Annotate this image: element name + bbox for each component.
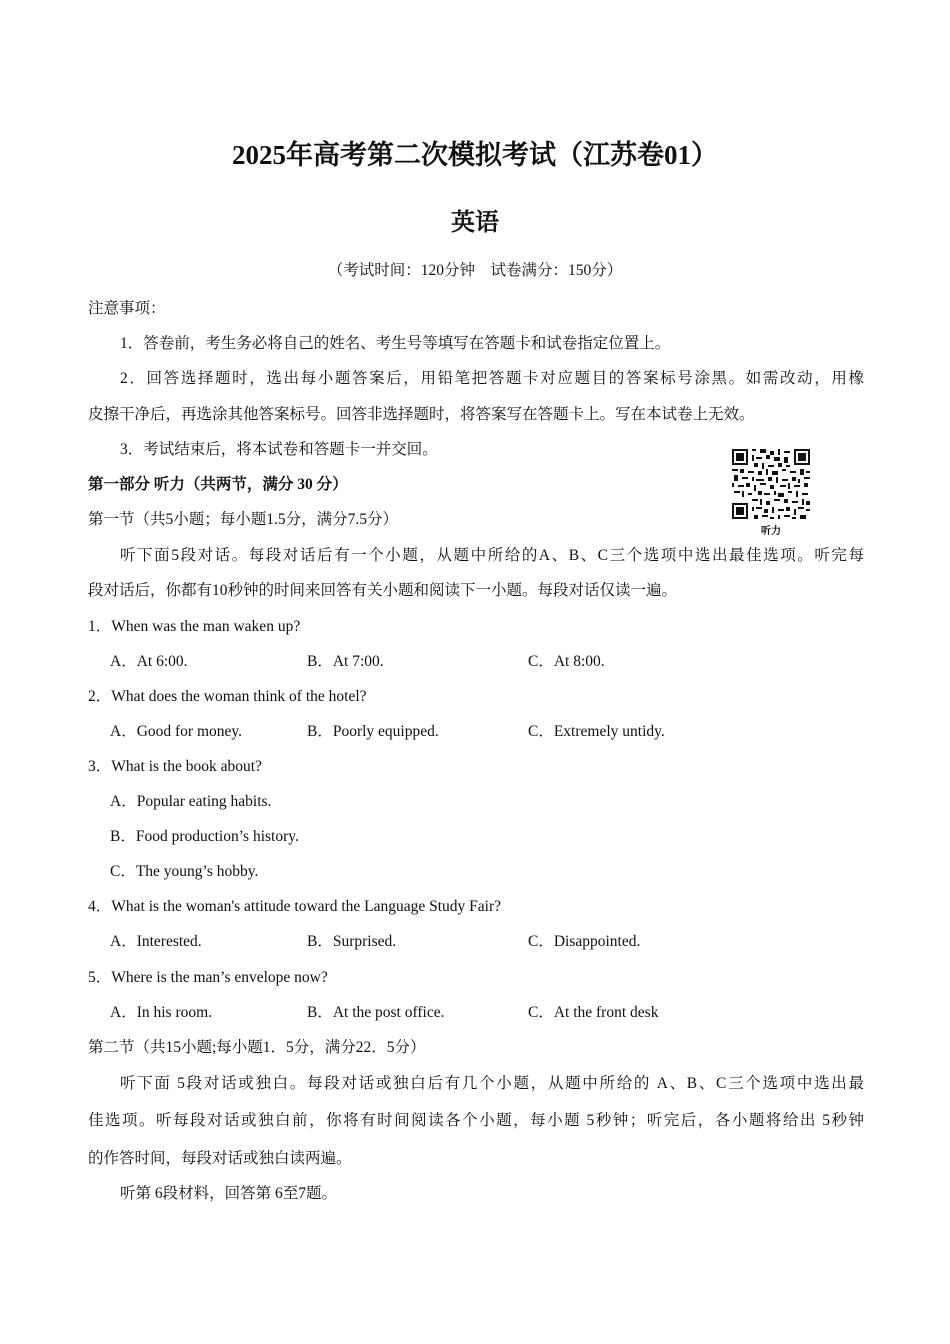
qr-code-icon [730, 447, 812, 521]
notice-item-2-line-1: 2．回答选择题时，选出每小题答案后，用铅笔把答题卡对应题目的答案标号涂黑。如需改动，用橡 [120, 370, 864, 387]
question-3: 3．What is the book about? [88, 758, 262, 775]
question-1-option-c: C．At 8:00. [528, 653, 605, 670]
question-4-option-c: C．Disappointed. [528, 933, 641, 950]
section1-heading: 第一节（共5小题；每小题1.5分，满分7.5分） [88, 511, 399, 528]
notice-item-1: 1．答卷前，考生务必将自己的姓名、考生号等填写在答题卡和试卷指定位置上。 [120, 335, 671, 352]
question-5-option-a: A．In his room. [110, 1004, 213, 1021]
section2-heading: 第二节（共15小题;每小题1．5分，满分22．5分） [88, 1039, 426, 1056]
question-1-option-b: B．At 7:00. [307, 653, 384, 670]
question-2-option-b: B．Poorly equipped. [307, 723, 439, 740]
question-1-option-a: A．At 6:00. [110, 653, 188, 670]
question-4-option-b: B．Surprised. [307, 933, 397, 950]
section2-instructions-line-2: 佳选项。听每段对话或独白前，你将有时间阅读各个小题，每小题 5秒钟；听完后，各小题将给出 5秒钟 [88, 1112, 864, 1129]
section1-instructions-line-1: 听下面5段对话。每段对话后有一个小题，从题中所给的A、B、C三个选项中选出最佳选项。听完每 [120, 547, 864, 564]
section2-instructions-line-1: 听下面 5段对话或独白。每段对话或独白后有几个小题，从题中所给的 A、B、C三个选项中选出最 [120, 1075, 864, 1092]
question-4: 4．What is the woman's attitude toward the Language Study Fair? [88, 898, 502, 915]
question-2-option-a: A．Good for money. [110, 723, 243, 740]
question-2: 2．What does the woman think of the hotel? [88, 688, 367, 705]
notice-item-2-line-2: 皮擦干净后，再选涂其他答案标号。回答非选择题时，将答案写在答题卡上。写在本试卷上无效。 [88, 406, 755, 423]
subject-title: 英语 [451, 210, 499, 236]
question-2-option-c: C．Extremely untidy. [528, 723, 665, 740]
qr-label: 听力 [761, 526, 781, 537]
exam-info: （考试时间：120分钟 试卷满分：150分） [327, 262, 623, 279]
question-5-option-c: C．At the front desk [528, 1004, 659, 1021]
material-6-instruction: 听第 6段材料，回答第 6至7题。 [120, 1185, 338, 1202]
section1-instructions-line-2: 段对话后，你都有10秒钟的时间来回答有关小题和阅读下一小题。每段对话仅读一遍。 [88, 582, 678, 599]
question-3-option-a: A．Popular eating habits. [110, 793, 272, 810]
question-1: 1．When was the man waken up? [88, 618, 301, 635]
question-3-option-b: B．Food production’s history. [110, 828, 299, 845]
notice-heading: 注意事项： [88, 300, 166, 317]
question-4-option-a: A．Interested. [110, 933, 202, 950]
notice-item-3: 3．考试结束后，将本试卷和答题卡一并交回。 [120, 441, 438, 458]
part1-heading: 第一部分 听力（共两节，满分 30 分） [88, 476, 348, 493]
question-5-option-b: B．At the post office. [307, 1004, 445, 1021]
question-3-option-c: C．The young’s hobby. [110, 863, 259, 880]
question-5: 5．Where is the man’s envelope now? [88, 969, 328, 986]
exam-title: 2025年高考第二次模拟考试（江苏卷01） [232, 140, 718, 170]
section2-instructions-line-3: 的作答时间，每段对话或独白读两遍。 [88, 1150, 352, 1167]
